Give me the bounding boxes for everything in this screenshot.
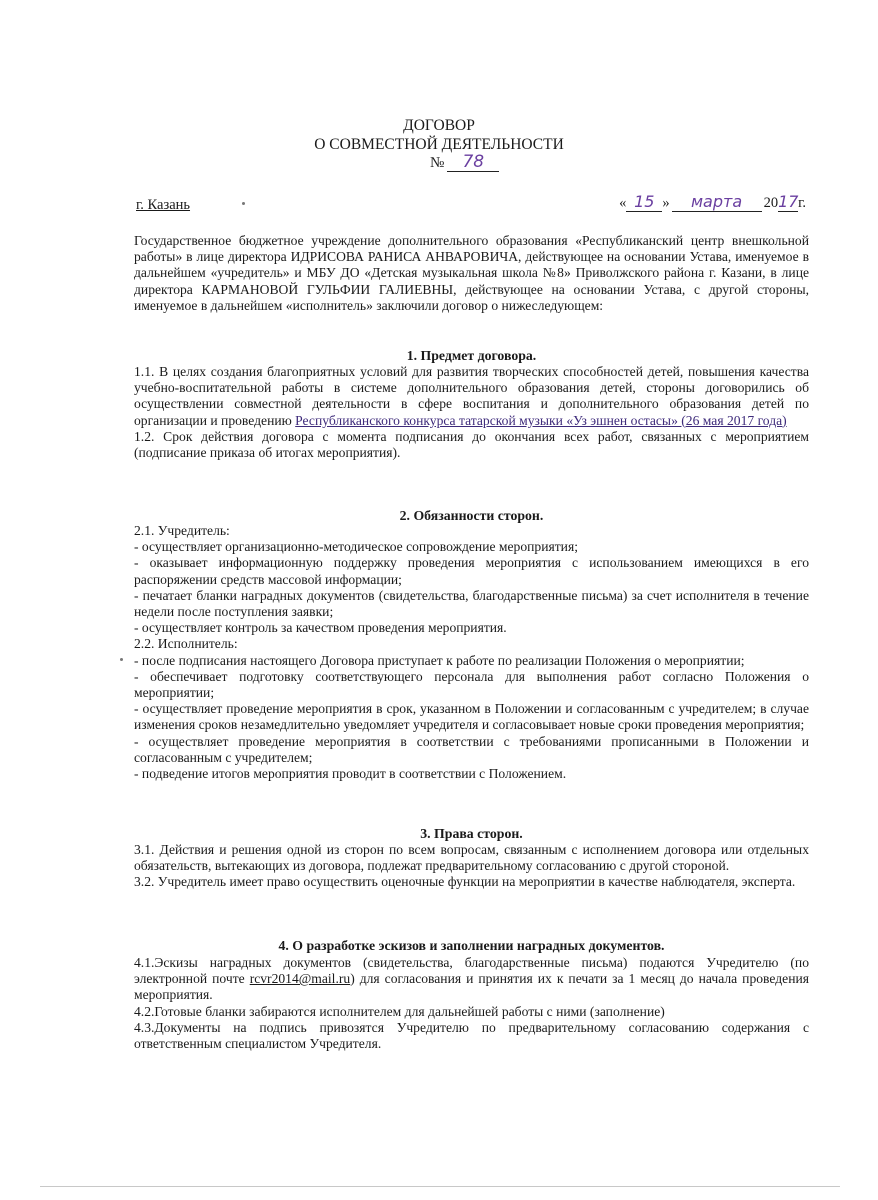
handwritten-year: 17	[778, 192, 799, 211]
list-item: - оказывает информационную поддержку проведения мероприятия с использованием имеющихся в его распоряжении средств массовой информации;	[134, 555, 809, 587]
list-item: - осуществляет контроль за качеством проведения мероприятия.	[134, 620, 507, 636]
clause-4-2: 4.2.Готовые бланки забираются исполнителем для дальнейшей работы с ними (заполнение)	[134, 1003, 665, 1019]
clause-4-3: 4.3.Документы на подпись привозятся Учредителю по предварительному согласованию содержания с ответственным специалистом Учредителя.	[134, 1019, 809, 1052]
contract-date	[619, 193, 806, 212]
list-item: - подведение итогов мероприятия проводит в соответствии с Положением.	[134, 766, 567, 782]
section-3-body	[134, 842, 809, 891]
list-item: - осуществляет организационно-методическое сопровождение мероприятия;	[134, 539, 578, 555]
scan-speck	[242, 202, 245, 205]
number-prefix: №	[430, 155, 445, 171]
scan-edge-line	[40, 1186, 840, 1187]
date-open-quote: «	[619, 195, 627, 211]
document-title: ДОГОВОР	[403, 117, 475, 134]
city-label: г. Казань	[136, 197, 191, 213]
clause-4-1-tail: ) для согласования и принятия их к печати за 1 месяц до начала проведения мероприятия.	[134, 971, 809, 1003]
list-item: - осуществляет проведение мероприятия в срок, указанном в Положении и согласованным с учредителем; в случае изменения сроков незамедлительно уведомляет учредителя и согласовывает новые сроки проведения мероприятия;	[134, 701, 809, 733]
contract-number	[430, 153, 499, 172]
year-prefix: 20	[763, 195, 779, 211]
list-item: - после подписания настоящего Договора приступает к работе по реализации Положения о мероприятии;	[134, 652, 745, 668]
clause-1-1-text: 1.1. В целях создания благоприятных условий для развития творческих способностей детей, повышения качества учебно-воспитательной работы в системе дополнительного образования детей, стороны договорились об осуществлении совместной деятельности в сфере воспитания и дополнительного образования детей по организации и проведению	[134, 364, 809, 428]
clause-2-2: 2.2. Исполнитель:	[134, 636, 238, 652]
clause-1-2: 1.2. Срок действия договора с момента подписания до окончания всех работ, связанных с мероприятием (подписание приказа об итогах мероприятия).	[134, 428, 809, 461]
date-suffix: г.	[798, 195, 806, 211]
date-close-quote: »	[662, 195, 670, 211]
handwritten-number: 78	[447, 153, 499, 172]
section-4-heading: 4. О разработке эскизов и заполнении наградных документов.	[278, 938, 665, 953]
scan-speck	[120, 658, 123, 661]
list-item: - осуществляет проведение мероприятия в соответствии с требованиями прописанными в Положении и согласованным с учредителем;	[134, 733, 809, 765]
handwritten-month: марта	[672, 193, 762, 212]
intro-paragraph	[134, 233, 809, 314]
section-4-body	[134, 955, 809, 1052]
contest-name: Республиканского конкурса татарской музыки «Уз эшнен остасы» (26 мая 2017 года)	[295, 412, 787, 428]
section-3-heading: 3. Права сторон.	[420, 826, 523, 841]
clause-4-1-text: 4.1.Эскизы наградных документов (свидетельства, благодарственные письма) подаются Учредителю (по электронной почте	[134, 955, 809, 987]
clause-3-2: 3.2. Учредитель имеет право осуществить оценочные функции на мероприятии в качестве наблюдателя, эксперта.	[134, 874, 796, 890]
clause-3-1: 3.1. Действия и решения одной из сторон по всем вопросам, связанным с исполнением договора или отдельных обязательств, вытекающих из договора, подлежат предварительному согласованию с другой стороной.	[134, 842, 809, 874]
list-item: - печатает бланки наградных документов (свидетельства, благодарственные письма) за счет исполнителя в течение недели после поступления заявки;	[134, 587, 809, 620]
section-1-body	[134, 364, 809, 461]
document-subtitle: О СОВМЕСТНОЙ ДЕЯТЕЛЬНОСТИ	[314, 136, 564, 153]
clause-2-1: 2.1. Учредитель:	[134, 523, 230, 538]
clause-1-1	[134, 364, 809, 429]
section-2-body	[134, 523, 809, 782]
section-2-heading: 2. Обязанности сторон.	[399, 508, 544, 523]
clause-4-1	[134, 955, 809, 1004]
intro-text: Государственное бюджетное учреждение дополнительного образования «Республиканский центр внешкольной работы» в лице директора ИДРИСОВА РАНИСА АНВАРОВИЧА, действующее на основании Устава, именуемое в дальнейшем «учредитель» и МБУ ДО «Детская музыкальная школа №8» Приволжского района г. Казани, в лице директора КАРМАНОВОЙ ГУЛЬФИИ ГАЛИЕВНЫ, действующее на основании Устава, с другой стороны, именуемое в дальнейшем «исполнитель» заключили договор о нижеследующем:	[134, 233, 809, 313]
section-1-heading: 1. Предмет договора.	[406, 348, 537, 363]
email-link[interactable]: rcvr2014@mail.ru	[249, 971, 351, 987]
handwritten-day: 15	[626, 193, 662, 212]
list-item: - обеспечивает подготовку соответствующего персонала для выполнения работ согласно Положения о мероприятии;	[134, 668, 809, 701]
